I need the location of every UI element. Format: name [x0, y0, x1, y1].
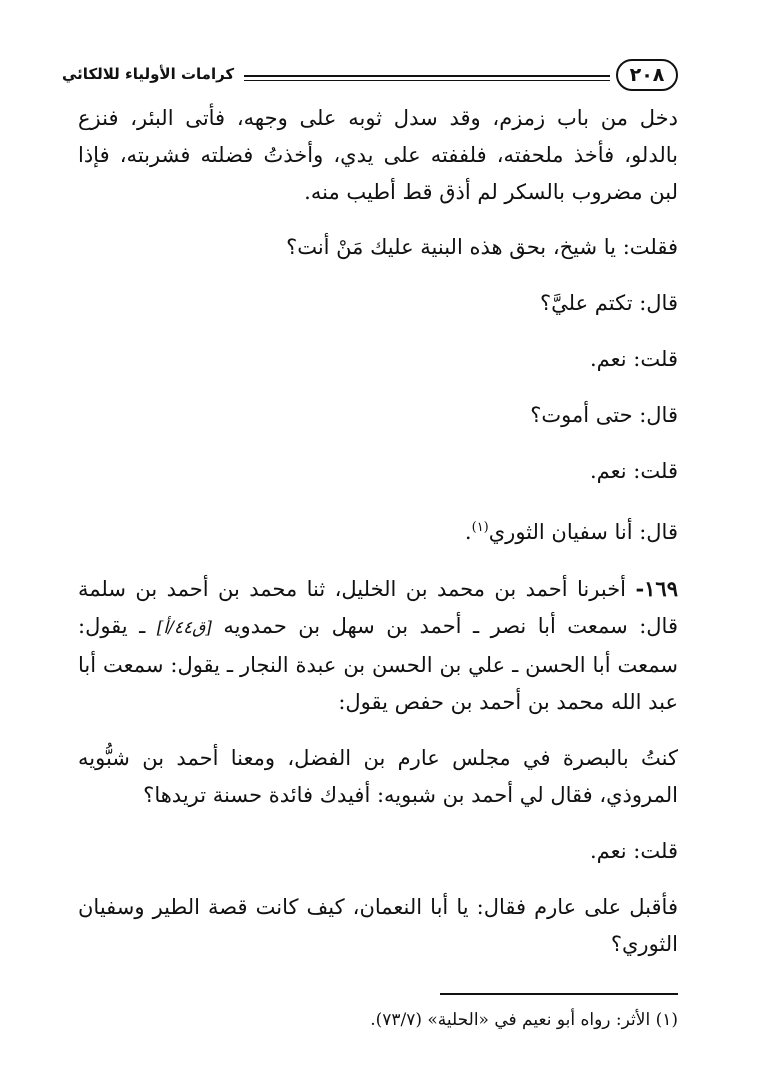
paragraph-2: كنتُ بالبصرة في مجلس عارم بن الفضل، ومعنا أحمد بن شبُّويه المروذي، فقال لي أحمد بن شبويه: أفيدك فائدة حسنة تريدها؟	[78, 746, 678, 807]
hadith-chain-1: أخبرنا أحمد بن محمد بن الخليل، ثنا محمد بن أحمد بن سلمة قال: سمعت أبا نصر ـ أحمد بن سهل بن حمدويه	[78, 577, 678, 638]
page-header	[62, 58, 678, 94]
paragraph-1: دخل من باب زمزم، وقد سدل ثوبه على وجهه، فأتى البئر، فنزع بالدلو، فأخذ ملحفته، فلففته على يدي، وأخذتُ فضلته فشربته، فإذا لبن مضروب بالسكر لم أذق قط أطيب منه.	[78, 106, 678, 204]
dialogue-line-2: قال: تكتم عليَّ؟	[539, 291, 678, 315]
dialogue-line-5: قلت: نعم.	[590, 459, 678, 483]
dialogue-line-6-text: قال: أنا سفيان الثوري	[488, 520, 678, 544]
hadith-chain-2: ـ يقول: سمعت أبا الحسن ـ علي بن الحسن بن عبدة النجار ـ يقول: سمعت أبا عبد الله محمد بن أحمد بن حفص يقول:	[78, 614, 678, 714]
dialogue-line-6-end: .	[464, 520, 472, 544]
page-number: ٢٠٨	[616, 59, 678, 91]
footnote-marker[interactable]: (١)	[471, 520, 489, 535]
dialogue-line-1: فقلت: يا شيخ، بحق هذه البنية عليك مَنْ أنت؟	[286, 235, 678, 259]
hadith-number: ١٦٩-	[635, 576, 678, 601]
footnote-1: (١) الأثر: رواه أبو نعيم في «الحلية» (٧٣/٧).	[370, 1010, 678, 1030]
book-title: كرامات الأولياء للالكائي	[62, 58, 244, 90]
hadith-169	[78, 570, 678, 721]
paragraph-3: فأقبل على عارم فقال: يا أبا النعمان، كيف كانت قصة الطير وسفيان الثوري؟	[78, 895, 678, 956]
footnote-separator	[440, 993, 678, 995]
manuscript-reference: [ق٤٤/أ]	[156, 618, 212, 638]
page-body	[78, 100, 678, 963]
dialogue-line-7: قلت: نعم.	[590, 839, 678, 863]
dialogue-line-4: قال: حتى أموت؟	[530, 403, 678, 427]
dialogue-line-6	[78, 509, 678, 551]
dialogue-line-3: قلت: نعم.	[590, 347, 678, 371]
